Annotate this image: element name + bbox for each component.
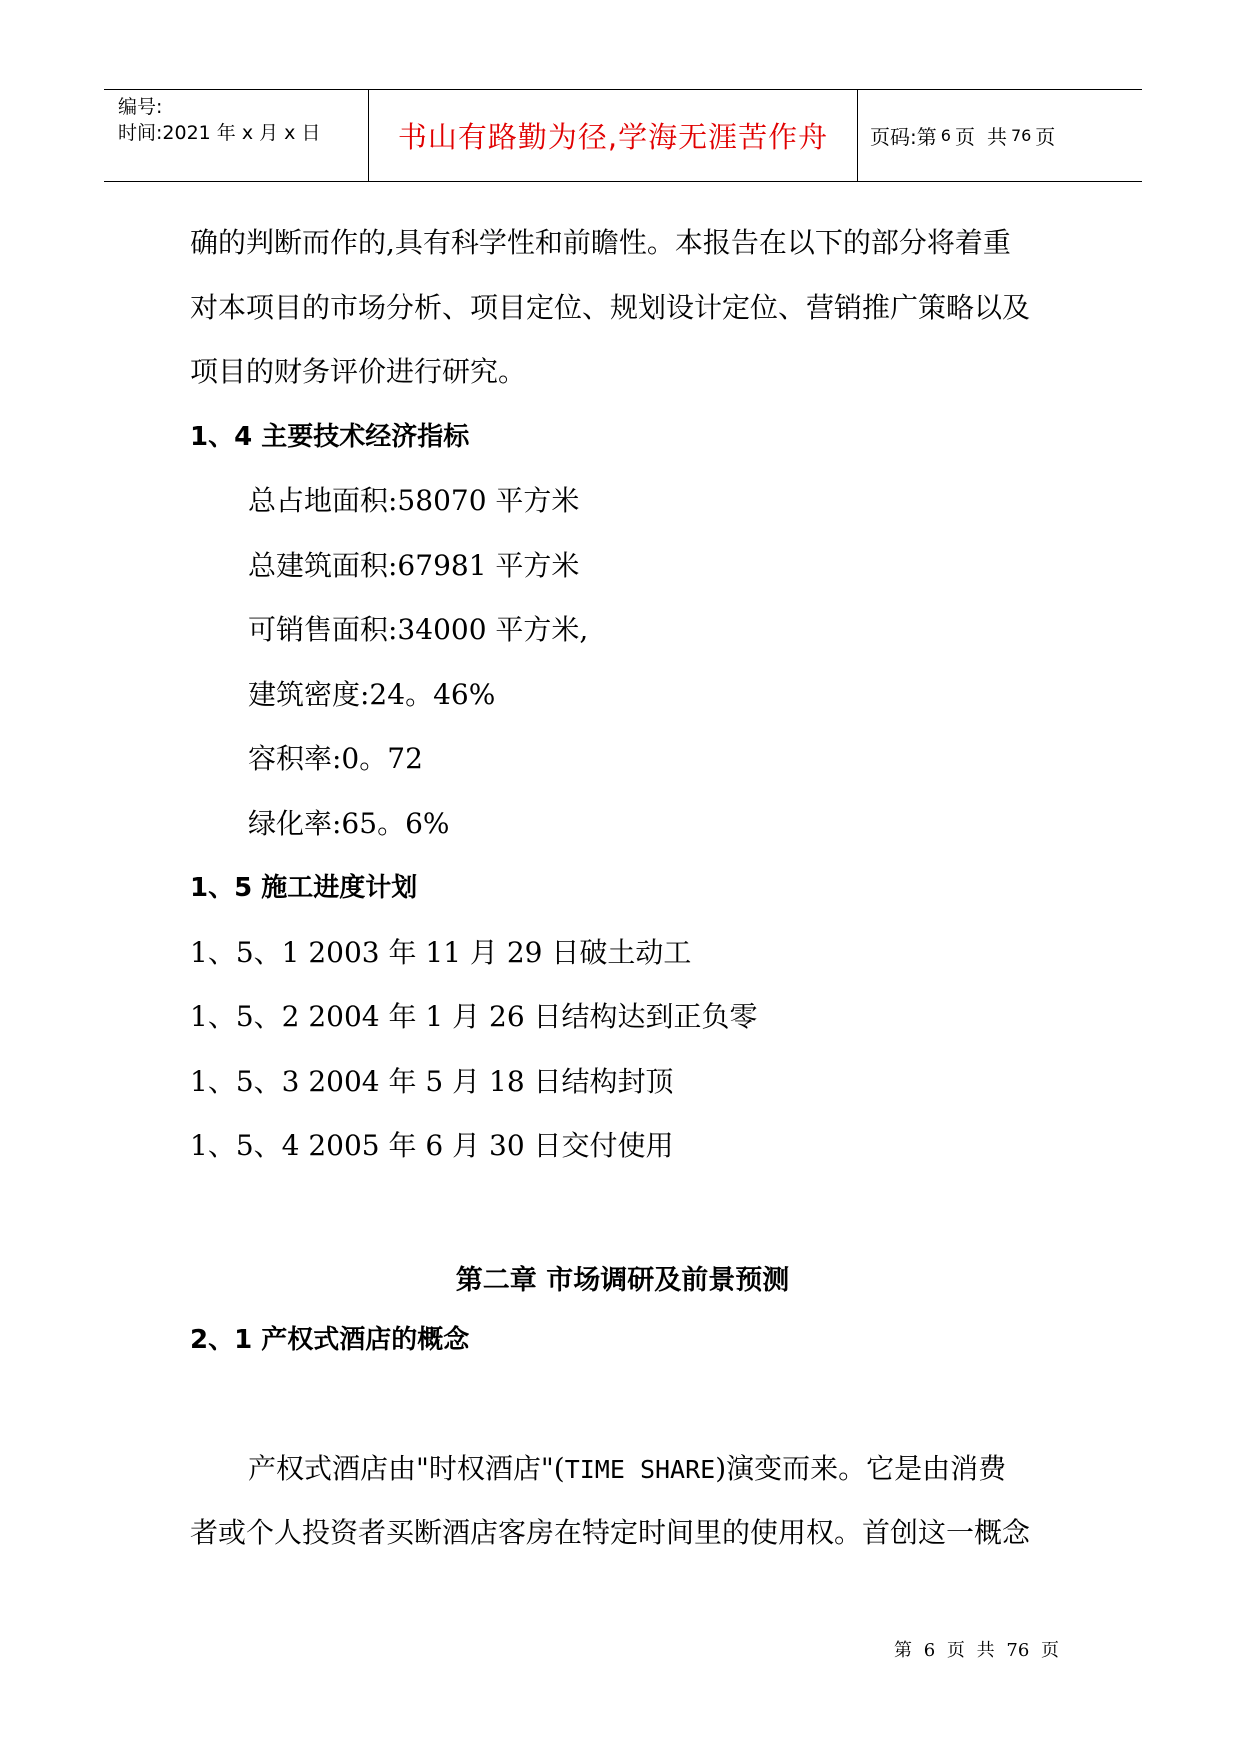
chapter-title: 第二章 市场调研及前景预测: [455, 1265, 790, 1296]
header-page-info: [858, 90, 1142, 181]
page-mid: 页: [954, 125, 975, 149]
indicator-item: 绿化率:65。6%: [248, 807, 450, 840]
page-total-prefix: 共: [986, 125, 1007, 149]
paragraph-line: [248, 1452, 1006, 1487]
schedule-item: 1、5、1 2003 年 11 月 29 日破土动工: [190, 936, 692, 969]
paragraph-line: 对本项目的市场分析、项目定位、规划设计定位、营销推广策略以及: [190, 291, 1031, 324]
schedule-item: 1、5、4 2005 年 6 月 30 日交付使用: [190, 1129, 674, 1162]
indicator-item: 总占地面积:58070 平方米: [248, 484, 580, 517]
paragraph-line: 确的判断而作的,具有科学性和前瞻性。本报告在以下的部分将着重: [190, 226, 1011, 259]
paragraph-line: 项目的财务评价进行研究。: [190, 355, 527, 388]
header-table: [104, 89, 1142, 182]
header-info-cell: [104, 90, 369, 181]
document-number-label: 编号:: [118, 96, 163, 118]
page-suffix: 页: [1035, 125, 1056, 149]
section-heading-1-5: 1、5 施工进度计划: [190, 873, 418, 903]
indicator-item: 容积率:0。72: [248, 742, 423, 775]
page-prefix: 页码:第: [870, 125, 937, 149]
schedule-item: 1、5、2 2004 年 1 月 26 日结构达到正负零: [190, 1000, 758, 1033]
page-total: 76: [1010, 126, 1032, 145]
indicator-item: 总建筑面积:67981 平方米: [248, 549, 580, 582]
section-heading-2-1: 2、1 产权式酒店的概念: [190, 1325, 470, 1355]
header-motto: 书山有路勤为径,学海无涯苦作舟: [369, 90, 858, 181]
paragraph-text: )演变而来。它是由消费: [715, 1452, 1007, 1485]
paragraph-line: 者或个人投资者买断酒店客房在特定时间里的使用权。首创这一概念: [190, 1516, 1031, 1549]
page-current: 6: [940, 126, 951, 145]
time-share-term: TIME SHARE: [564, 1455, 716, 1484]
section-heading-1-4: 1、4 主要技术经济指标: [190, 422, 470, 452]
paragraph-text: 产权式酒店由"时权酒店"(: [248, 1452, 565, 1485]
document-time-label: 时间:2021 年 x 月 x 日: [118, 122, 321, 144]
schedule-item: 1、5、3 2004 年 5 月 18 日结构封顶: [190, 1065, 674, 1098]
indicator-item: 可销售面积:34000 平方米,: [248, 613, 589, 646]
footer-page-number: 第 6 页 共 76 页: [894, 1640, 1059, 1661]
indicator-item: 建筑密度:24。46%: [248, 678, 496, 711]
